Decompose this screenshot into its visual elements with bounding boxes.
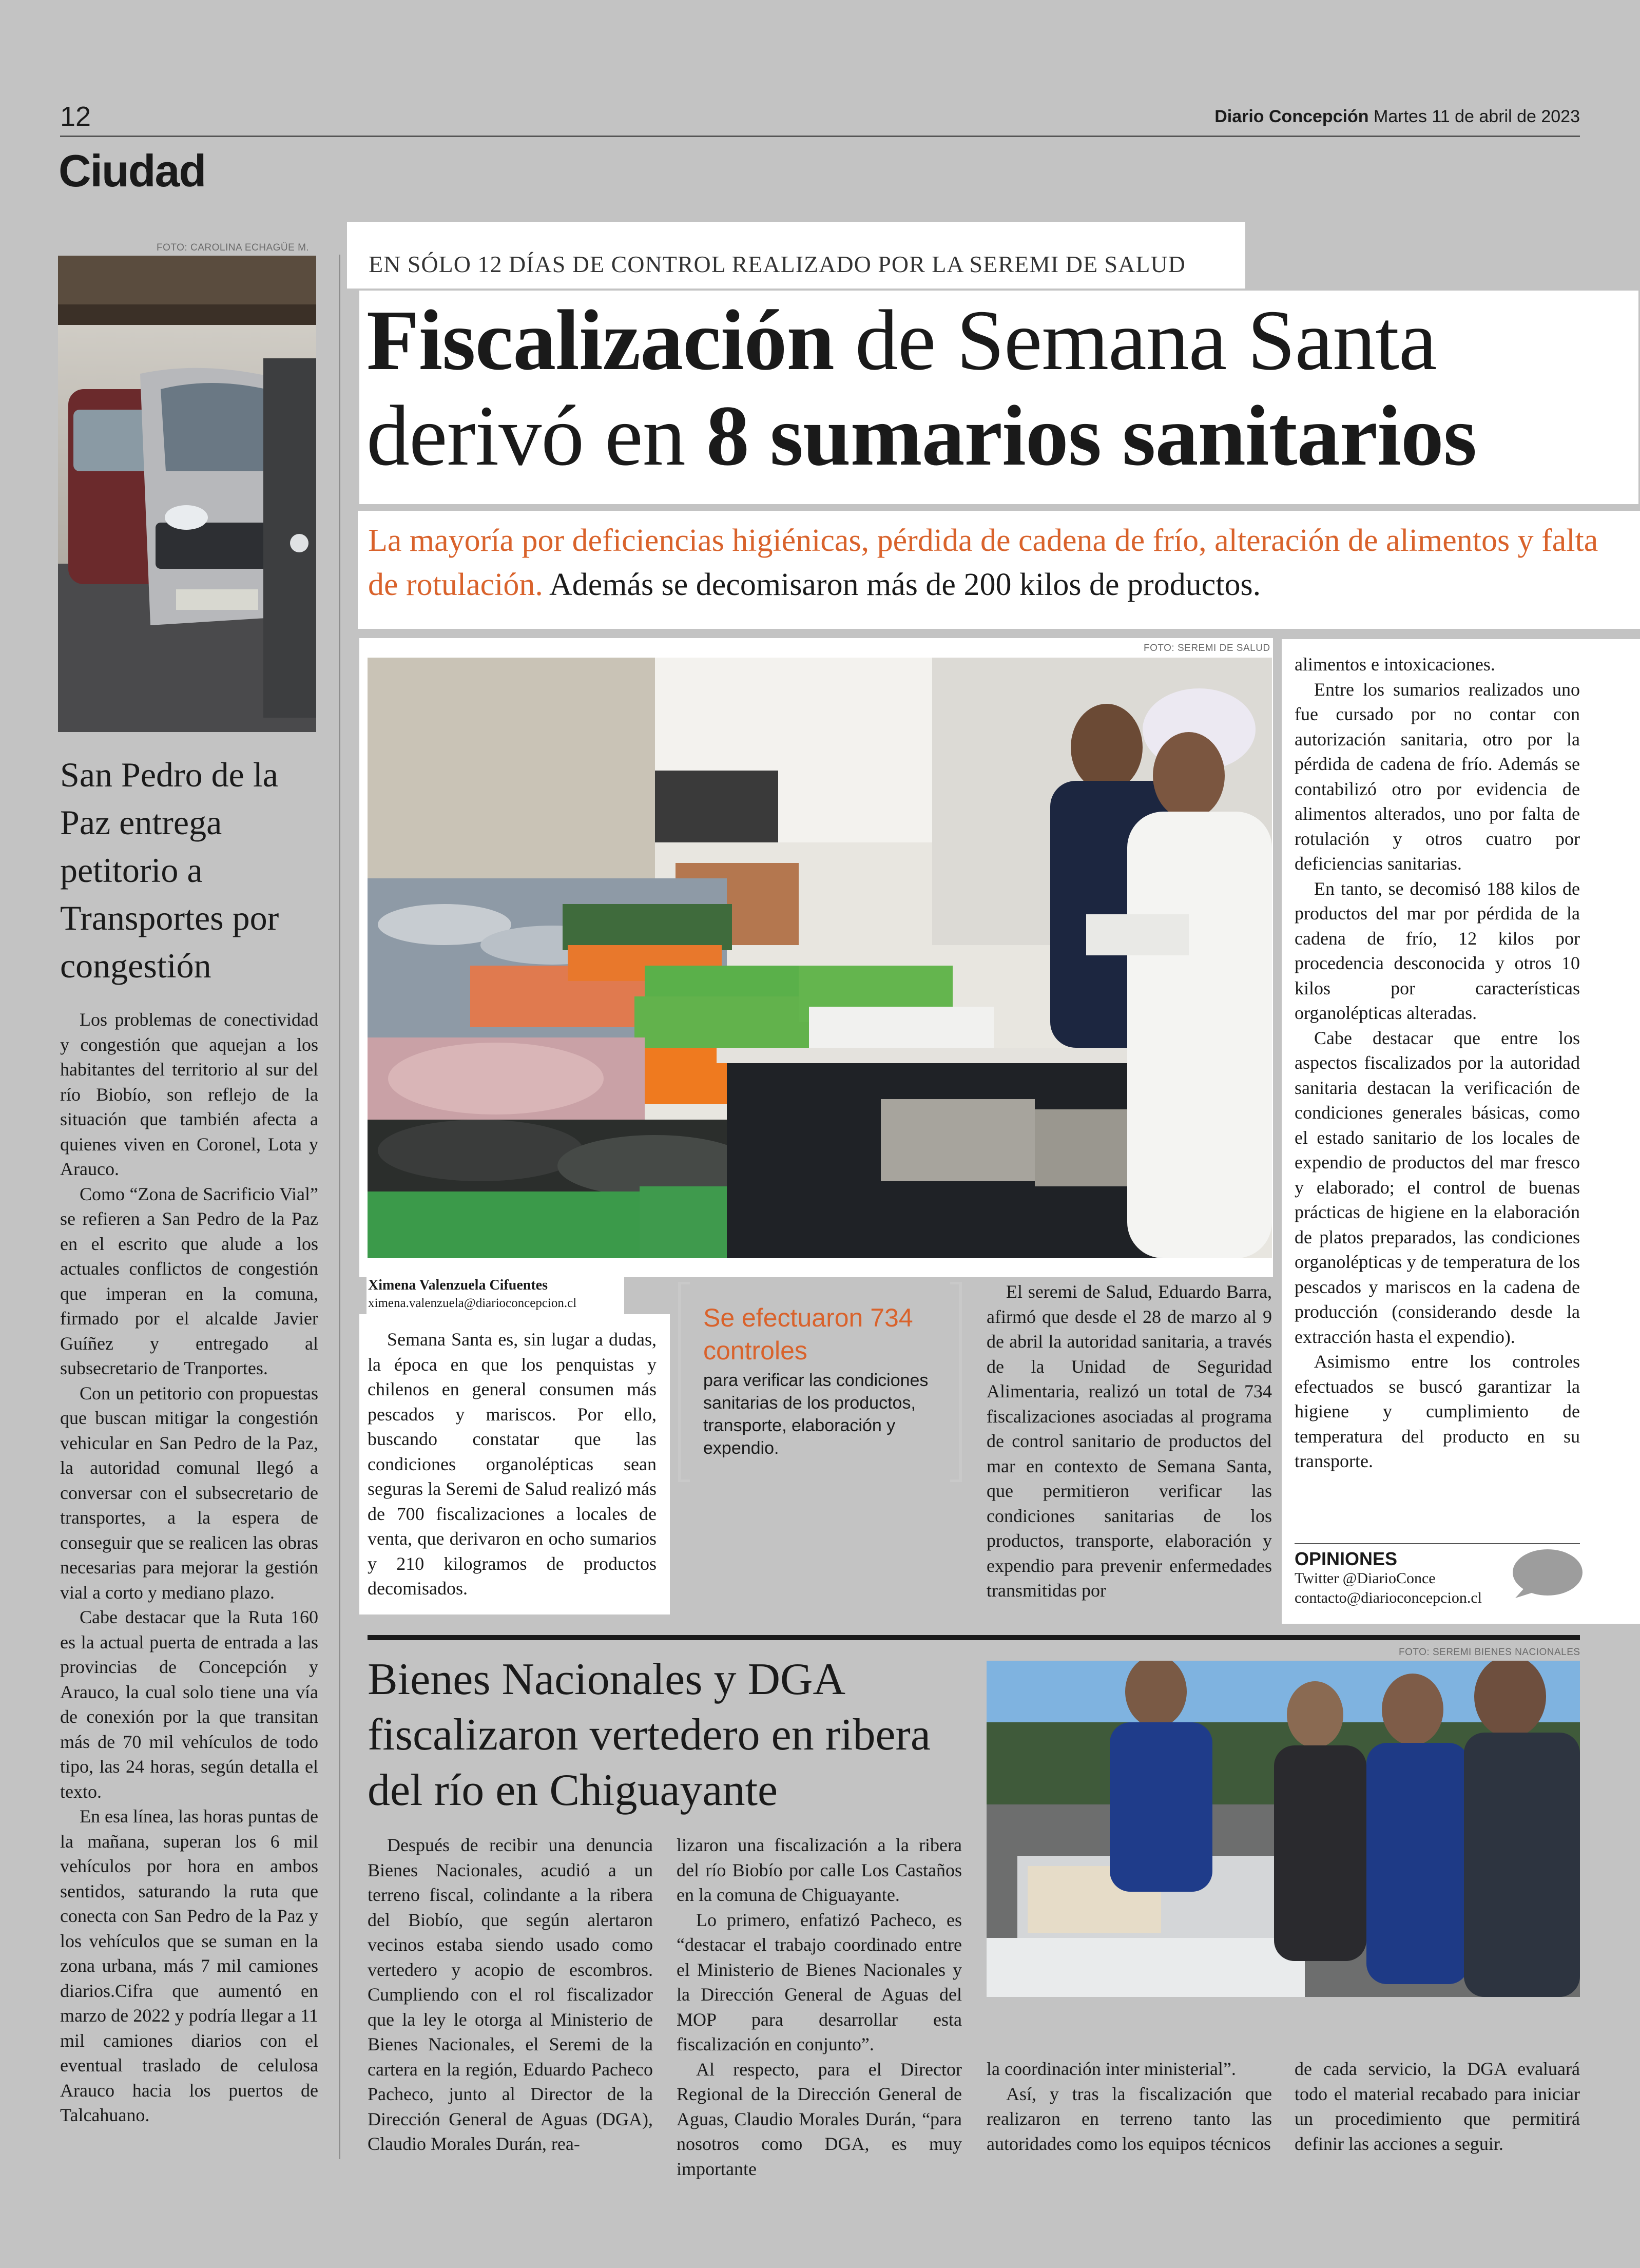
- second-col-4-text: de cada servicio, la DGA evaluará todo el material recabado para iniciar un procedimiento que permitirá definir las acciones a seguir.: [1295, 2059, 1580, 2154]
- sidebar-paragraph: Como “Zona de Sacrificio Vial” se refieren a San Pedro de la Paz en el escrito que alude a los actuales conflictos de congestión que imperan en la comuna, firmado por el alcalde Javier Guíñez y entregado al subsecretario de Tranportes.: [60, 1183, 318, 1378]
- headline-light: de Semana Santa: [834, 293, 1437, 388]
- second-col-1-text: Después de recibir una denuncia Bienes Nacionales, acudió a un terreno fiscal, colindante a la ribera del Biobío, que según alertaron vecinos estaba siendo usado como vertedero y acopio de escombros. Cumpliendo con el rol fiscalizador que la ley le otorga al Ministerio de Bienes Nacionales, el Seremi de la cartera en la región, Eduardo Pacheco Pacheco, junto al Director de la Dirección General de Aguas (DGA), Claudio Morales Durán, rea-: [368, 1835, 653, 2154]
- main-col-4-paragraph: alimentos e intoxicaciones.: [1295, 654, 1495, 675]
- author-name: Ximena Valenzuela Cifuentes: [368, 1277, 548, 1293]
- headline-line-1: [366, 293, 1588, 388]
- sidebar-divider: [339, 255, 340, 2159]
- opinions-twitter[interactable]: Twitter @DiarioConce: [1295, 1570, 1436, 1587]
- opinions-label: OPINIONES: [1295, 1548, 1398, 1569]
- second-col-2-paragraph: Lo primero, enfatizó Pacheco, es “destacar el trabajo coordinado entre el Ministerio de Bienes Nacionales y la Dirección General de Aguas del MOP para desarrollar esta fiscalización en conjunto”.: [677, 1909, 962, 2054]
- second-col-4: [1295, 2056, 1580, 2156]
- second-col-3: [987, 2056, 1272, 2156]
- second-col-2: [677, 1833, 962, 2181]
- opinions-rule: [1295, 1543, 1580, 1544]
- main-col-4-paragraph: En tanto, se decomisó 188 kilos de productos del mar por pérdida de la cadena de frío, 12 kilos por procedencia desconocida y otros 10 kilos por características organolépticas alteradas.: [1295, 878, 1580, 1023]
- main-col-4-paragraph: Asimismo entre los controles efectuados se buscó garantizar la higiene y cumplimiento de temperatura del producto en su transporte.: [1295, 1351, 1580, 1471]
- sidebar-paragraph: En esa línea, las horas puntas de la mañana, superan los 6 mil vehículos por hora en ambos sentidos, saturando la ruta que conecta con San Pedro de la Paz y los vehículos que se suman en la zona urbana, más 7 mil camiones diarios.Cifra que aumentó en marzo de 2022 y podría llegar a 11 mil camiones diarios con el eventual traslado de celulosa Arauco hacia los puertos de Talcahuano.: [60, 1806, 318, 2125]
- callout-box: [678, 1282, 962, 1482]
- second-photo-inspection: [987, 1661, 1580, 1997]
- main-col-4-paragraph: Cabe destacar que entre los aspectos fiscalizados por la autoridad sanitaria destacan la verificación de condiciones generales básicas, como el estado sanitario de los locales de expendio de productos del mar fresco y elaborado; el control de buenas prácticas de higiene en la elaboración de platos preparados, las condiciones organolépticas y de temperatura de los pescados y mariscos en la cadena de producción (considerando desde la extracción hasta el expendio).: [1295, 1027, 1580, 1347]
- callout-title: Se efectuaron 734 controles: [703, 1303, 913, 1365]
- sidebar-paragraph: Cabe destacar que la Ruta 160 es la actual puerta de entrada a las provincias de Concepción y Arauco, la cual solo tiene una vía de conexión por la que transitan más de 70 mil vehículos de todo tipo, las 24 horas, según detalla el texto.: [60, 1607, 318, 1802]
- author-email: ximena.valenzuela@diarioconcepcion.cl: [368, 1296, 577, 1310]
- kicker: EN SÓLO 12 DÍAS DE CONTROL REALIZADO POR LA SEREMI DE SALUD: [369, 251, 1186, 277]
- sidebar-photo-traffic: [58, 256, 316, 732]
- main-col-3: [987, 1279, 1272, 1603]
- second-col-2-paragraph: Al respecto, para el Director Regional de la Dirección General de Aguas, Claudio Morales Durán, “para nosotros como DGA, es muy importante: [677, 2059, 962, 2179]
- second-col-3-paragraph: Así, y tras la fiscalización que realizaron en terreno tanto las autoridades como los equipos técnicos: [987, 2083, 1272, 2154]
- sidebar-photo-credit: FOTO: CAROLINA ECHAGÜE M.: [157, 242, 310, 253]
- deck-rest: Además se decomisaron más de 200 kilos de productos.: [543, 567, 1261, 602]
- main-col-1-text: Semana Santa es, sin lugar a dudas, la época en que los penquistas y chilenos en general consumen más pescados y mariscos. Por ello, buscando constatar que las condiciones organolépticas sean seguras la Seremi de Salud realizó más de 700 fiscalizaciones a locales de venta, que derivaron en ocho sumarios y 210 kilogramos de productos decomisados.: [368, 1329, 657, 1599]
- main-col-3-text: El seremi de Salud, Eduardo Barra, afirmó que desde el 28 de marzo al 9 de abril la autoridad sanitaria, a través de la Unidad de Seguridad Alimentaria, realizó un total de 734 fiscalizaciones asociadas al programa de control sanitario de productos del mar en contexto de Semana Santa, que permitieron verificar las condiciones sanitarias de los productos, transporte, elaboración y expendio para prevenir enfermedades transmitidas por: [987, 1281, 1272, 1601]
- header-rule: [60, 136, 1580, 137]
- headline-bold: 8 sumarios sanitarios: [706, 388, 1477, 484]
- second-photo-credit: FOTO: SEREMI BIENES NACIONALES: [1399, 1647, 1580, 1658]
- second-headline: Bienes Nacionales y DGA fiscalizaron vertedero en ribera del río en Chiguayante: [368, 1655, 931, 1815]
- headline-light: derivó en: [366, 388, 706, 484]
- main-col-4: [1295, 652, 1580, 1474]
- main-col-4-paragraph: Entre los sumarios realizados uno fue cursado por no contar con autorización sanitaria, otro por la pérdida de cadena de frío. Además se contabilizó otro por evidencia de alimentos alterados, uno por falta de rotulación y otros cuatro por deficiencias sanitarias.: [1295, 679, 1580, 874]
- main-photo-fish-market: [368, 658, 1272, 1258]
- headline-bold: Fiscalización: [366, 293, 834, 388]
- speech-bubble-icon: [1509, 1548, 1584, 1599]
- main-photo-credit: FOTO: SEREMI DE SALUD: [1144, 643, 1270, 654]
- sidebar-paragraph: Los problemas de conectividad y congestión que aquejan a los habitantes del territorio al sur del río Biobío, son reflejo de la situación que también afecta a quienes viven en Coronel, Lota y Arauco.: [60, 1009, 318, 1179]
- section-title: Ciudad: [59, 145, 206, 196]
- deck-highlight: La mayoría por deficiencias higiénicas, pérdida de cadena de frío, alteración de alimentos y falta de rotulación.: [368, 523, 1598, 602]
- main-headline: [366, 293, 1588, 484]
- opinions-email[interactable]: contacto@diarioconcepcion.cl: [1295, 1589, 1482, 1606]
- headline-line-2: [366, 388, 1588, 484]
- publication-name: Diario Concepción: [1214, 107, 1369, 126]
- page-number: 12: [60, 101, 91, 132]
- callout-text: para verificar las condiciones sanitarias de los productos, transporte, elaboración y expendio.: [703, 1371, 929, 1458]
- issue-date: Martes 11 de abril de 2023: [1374, 107, 1580, 126]
- sidebar-headline: San Pedro de la Paz entrega petitorio a Transportes por congestión: [60, 755, 279, 985]
- sidebar-paragraph: Con un petitorio con propuestas que buscan mitigar la congestión vehicular en San Pedro de la Paz, la autoridad comunal llegó a conversar con el subsecretario de transportes, a la espera de conseguir que se realicen las obras necesarias para mejorar la gestión vial a corto y mediano plazo.: [60, 1382, 318, 1603]
- second-col-1: [368, 1833, 653, 2157]
- second-article-rule: [368, 1635, 1580, 1640]
- main-col-1: [368, 1327, 657, 1601]
- publication-dateline: [1214, 107, 1580, 127]
- sidebar-body: [60, 1007, 318, 2128]
- deck: [368, 518, 1600, 607]
- second-col-2-paragraph: lizaron una fiscalización a la ribera del río Biobío por calle Los Castaños en la comuna de Chiguayante.: [677, 1835, 962, 1905]
- second-col-3-paragraph: la coordinación inter ministerial”.: [987, 2059, 1236, 2079]
